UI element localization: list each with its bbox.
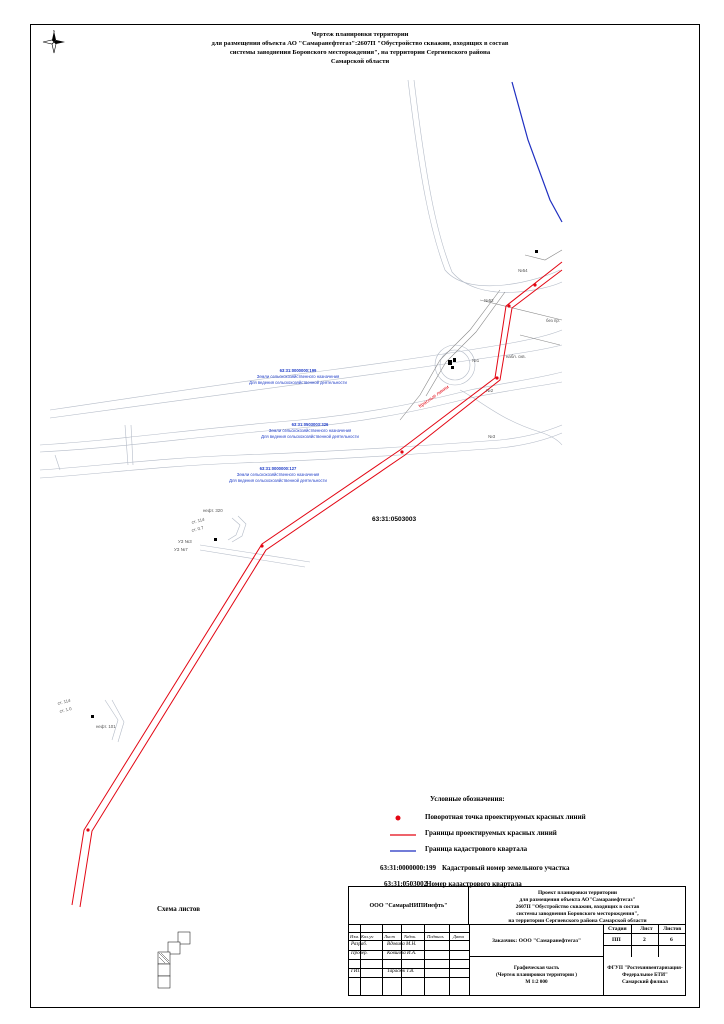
tb-h-kol: Кол.уч bbox=[361, 934, 374, 939]
tb-project-l1: Проект планировки территории bbox=[537, 890, 618, 896]
tb-org2-l2: Федеральное БТИ" bbox=[622, 972, 668, 978]
tb-vline bbox=[360, 925, 361, 995]
label-uz-7: УЗ №7 bbox=[174, 547, 188, 552]
tb-headers bbox=[349, 933, 469, 941]
tb-role-1: Провер. bbox=[351, 951, 368, 956]
title-line-2: для размещения объекта АО "Самаранефтегаз":2607П "Обустройство скважин, входящих в состав bbox=[211, 40, 509, 47]
well-labels bbox=[57, 268, 560, 729]
tb-vline bbox=[424, 925, 425, 995]
label-1: №1 bbox=[472, 358, 480, 363]
label-st-10: ст. 1.0 bbox=[58, 705, 73, 714]
tb-org2-l3: Самарский филиал bbox=[622, 979, 668, 985]
tb-h-sign: Подпись bbox=[427, 934, 444, 939]
tb-signatures bbox=[349, 941, 469, 995]
well-pad-marks bbox=[91, 250, 538, 718]
tb-h-date: Дата bbox=[453, 934, 464, 939]
parcel-2-line2: Для ведения сельскохозяйственной деятельности bbox=[261, 434, 359, 439]
tb-project-l5: на территории Сергиевского района Самарской области bbox=[508, 918, 647, 924]
cad-quarter-code: 63:31:0503002 bbox=[384, 880, 428, 888]
tb-project-l3: 2607П "Обустройство скважин, входящих в состав bbox=[515, 904, 640, 910]
tb-h-izm: Изм. bbox=[350, 934, 360, 939]
cad-parcel-desc: Кадастровый номер земельного участка bbox=[442, 864, 570, 872]
legend-item-point bbox=[380, 813, 640, 823]
red-lines-corridor bbox=[72, 262, 562, 907]
parcel-3-line1: Земли сельскохозяйственного назначения bbox=[236, 472, 320, 477]
tb-org2 bbox=[604, 957, 686, 995]
tb-sheets: 6 bbox=[670, 937, 673, 943]
parcel-3-code: 63:31:0000000:127 bbox=[259, 466, 297, 471]
tb-stage-grid bbox=[604, 925, 686, 957]
tb-hline bbox=[604, 945, 686, 946]
tb-vline bbox=[401, 925, 402, 995]
label-st-07: ст. 0.7 bbox=[190, 524, 205, 533]
legend-label-red: Границы проектируемых красных линий bbox=[425, 829, 557, 837]
tb-vline bbox=[631, 925, 632, 957]
tb-vline bbox=[382, 925, 383, 995]
title-line-4: Самарской области bbox=[330, 58, 390, 65]
tb-sheets-head: Листов bbox=[663, 926, 682, 932]
parcel-3-line2: Для ведения сельскохозяйственной деятельности bbox=[229, 478, 327, 483]
cad-quarter-desc: Номер кадастрового квартала bbox=[426, 880, 522, 888]
turn-point-icon bbox=[394, 814, 402, 822]
red-line-turn-points bbox=[86, 283, 536, 831]
sheet-schema-title: Схема листов bbox=[157, 905, 200, 913]
label-52: №52 bbox=[484, 298, 494, 303]
tb-role-3: ГИП bbox=[351, 969, 362, 974]
tb-drawing bbox=[469, 957, 604, 995]
legend-label-blue: Граница кадастрового квартала bbox=[425, 845, 528, 853]
tb-role-0: Разраб. bbox=[351, 942, 368, 947]
tb-org: ООО "СамараНИПИнефть" bbox=[349, 887, 469, 925]
tb-vline bbox=[658, 925, 659, 957]
tb-hline bbox=[604, 933, 686, 934]
tb-h-doc: №док. bbox=[404, 934, 417, 939]
label-54: №54 bbox=[518, 268, 528, 273]
tb-h-list: Лист bbox=[384, 934, 395, 939]
parcel-2-line1: Земли сельскохозяйственного назначения bbox=[268, 428, 352, 433]
tb-name-0: Вдовина М.Н. bbox=[387, 942, 417, 947]
tb-stage-head: Стадия bbox=[608, 926, 627, 932]
tb-sig-row bbox=[349, 968, 469, 978]
label-2: №2 bbox=[486, 388, 494, 393]
legend-item-blue bbox=[380, 845, 640, 855]
tb-drawing-l2: (Чертеж планировки территории ) bbox=[495, 972, 578, 978]
cad-parcel-code: 63:31:0000000:199 bbox=[380, 864, 436, 872]
title-line-3: системы заводнения Боровского месторождения", на территории Сергиевского района bbox=[229, 49, 491, 56]
label-st-114-a: ст. 114 bbox=[190, 516, 205, 525]
compass-n: N bbox=[52, 30, 56, 33]
quarter-label: 63:31:0503003 bbox=[372, 516, 417, 523]
tb-sheet: 2 bbox=[643, 937, 646, 943]
parcel-1-line2: Для ведения сельскохозяйственной деятельности bbox=[249, 380, 347, 385]
legend-cad-parcel bbox=[380, 864, 640, 874]
tb-name-1: Ковшова И.А. bbox=[387, 951, 417, 956]
tb-customer: Заказчик: ООО "Самаранефтегаз" bbox=[469, 925, 604, 957]
tb-project-l4: системы заводнения Боровского месторождения", bbox=[516, 911, 639, 917]
legend-title: Условные обозначения: bbox=[430, 795, 505, 803]
label-3: №3 bbox=[488, 434, 496, 439]
parcel-labels bbox=[229, 368, 359, 483]
title-block bbox=[348, 886, 686, 996]
label-bez-pr: без пр. bbox=[546, 318, 561, 323]
tb-project-l2: для размещения объекта АО"Самаранефтегаз" bbox=[519, 897, 636, 903]
red-line-label: Красные линии bbox=[417, 384, 451, 410]
legend-item-red bbox=[380, 829, 640, 839]
cadastral-quarter-boundary bbox=[512, 82, 562, 222]
parcel-1-code: 63:31:0000000:199 bbox=[279, 368, 317, 373]
tb-sheet-head: Лист bbox=[640, 926, 653, 932]
tb-project bbox=[469, 887, 686, 925]
tb-drawing-l3: М 1:2 000 bbox=[525, 979, 548, 985]
tb-vline bbox=[449, 925, 450, 995]
blue-line-icon bbox=[390, 849, 416, 853]
label-st-114-b: ст. 114 bbox=[56, 697, 71, 706]
tb-stage: ПП bbox=[612, 937, 621, 943]
red-line-icon bbox=[390, 833, 416, 837]
parcel-1-line1: Земли сельскохозяйственного назначения bbox=[256, 374, 340, 379]
tb-empty-row bbox=[349, 925, 469, 933]
title-line-1: Чертеж планировки территории bbox=[311, 31, 409, 38]
tb-drawing-l1: Графическая часть bbox=[513, 965, 560, 971]
label-neft-101: нефт. 101 bbox=[96, 724, 116, 729]
tb-name-3: Тарасюк Т.В. bbox=[387, 969, 415, 974]
parcel-2-code: 63:31:0503003:326 bbox=[291, 422, 329, 427]
legend-label-point: Поворотная точка проектируемых красных линий bbox=[425, 813, 586, 821]
sheet-schema-block bbox=[145, 905, 235, 995]
terrain-lines bbox=[40, 80, 562, 742]
label-nabl: набл. скв. bbox=[506, 354, 526, 359]
label-neft-320: нефт. 320 bbox=[203, 508, 223, 513]
tb-org2-l1: ФГУП "Ростехинвентаризация- bbox=[607, 965, 683, 971]
label-uz-3: УЗ №3 bbox=[178, 539, 192, 544]
